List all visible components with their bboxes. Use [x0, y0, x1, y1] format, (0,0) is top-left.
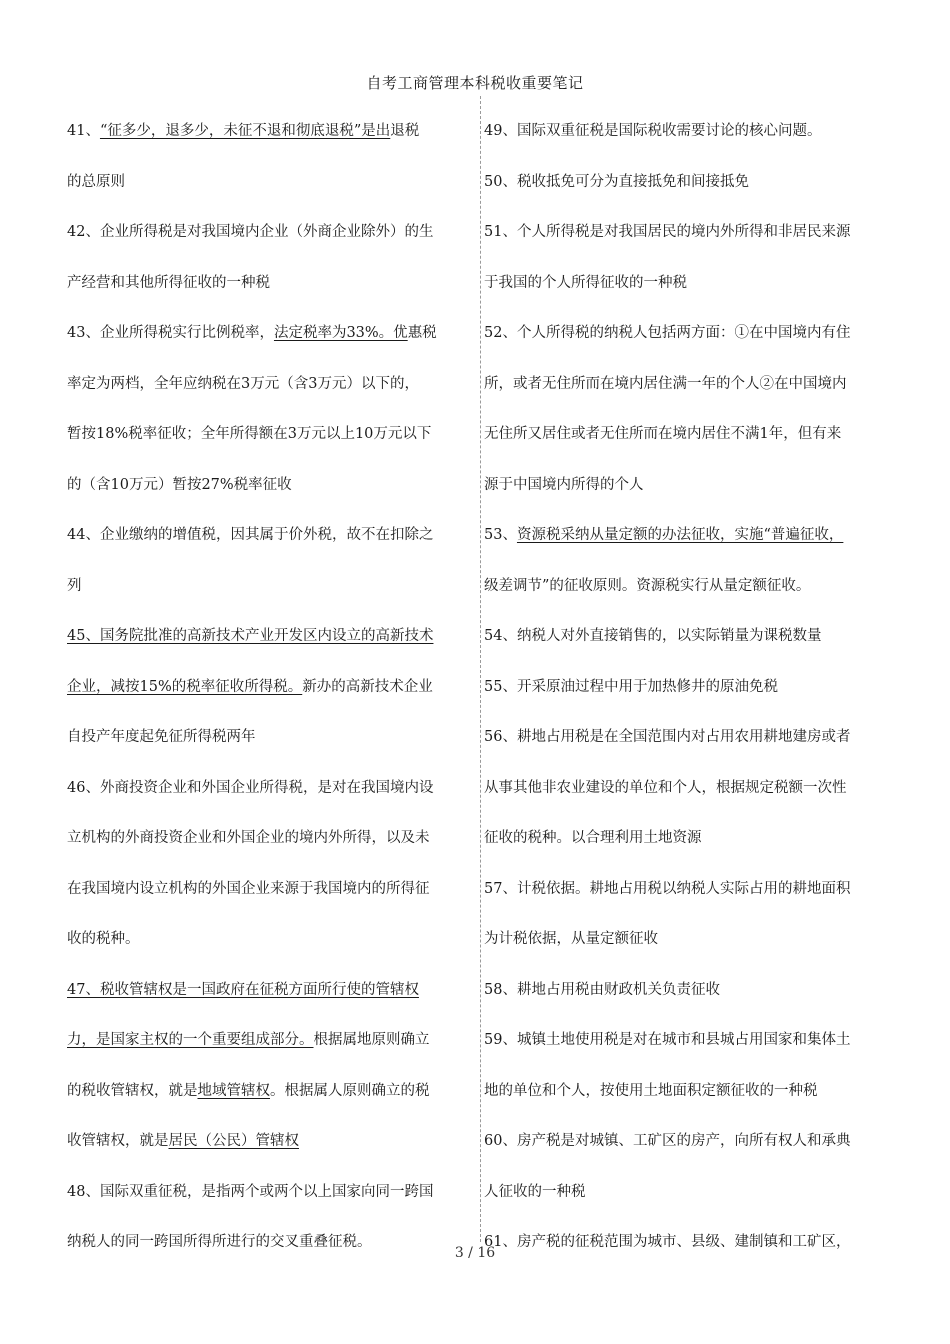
text-line — [484, 258, 892, 309]
text-segment: 的税收管辖权，就是 — [67, 1082, 198, 1099]
text-line — [67, 864, 477, 915]
text-line — [67, 106, 477, 157]
underlined-text: 企业，减按15%的税率征收所得税。 — [67, 678, 303, 695]
text-segment: 征收的税种。以合理利用土地资源 — [484, 830, 702, 846]
text-line — [484, 813, 892, 864]
text-segment: 新办的高新技术企业 — [302, 678, 433, 695]
text-segment: 产经营和其他所得征收的一种税 — [67, 274, 270, 291]
text-line — [484, 914, 892, 965]
text-line — [484, 763, 892, 814]
text-segment: 于我国的个人所得征收的一种税 — [484, 274, 687, 291]
text-segment: 41、 — [67, 123, 100, 139]
text-segment: 在我国境内设立机构的外国企业来源于我国境内的所得征 — [67, 880, 430, 897]
text-line — [484, 965, 892, 1016]
text-line — [67, 1116, 477, 1167]
column-divider — [480, 96, 481, 1242]
text-segment: 立机构的外商投资企业和外国企业的境内外所得，以及未 — [67, 830, 430, 846]
text-segment: 退税 — [390, 123, 420, 139]
text-line — [67, 763, 477, 814]
text-segment: 收的税种。 — [67, 931, 140, 947]
text-segment: 为计税依据，从量定额征收 — [484, 931, 658, 947]
underlined-text: 力，是国家主权的一个重要组成部分。 — [67, 1032, 314, 1048]
underlined-text: 47、税收管辖权是一国政府在征税方面所行使的管辖权 — [67, 981, 419, 998]
underlined-text: 地域管辖权 — [197, 1082, 270, 1099]
text-line — [484, 308, 892, 359]
text-segment: 的（含10万元）暂按27%税率征收 — [67, 476, 292, 493]
text-line — [67, 460, 477, 511]
text-line — [484, 409, 892, 460]
text-segment: 从事其他非农业建设的单位和个人，根据规定税额一次性 — [484, 779, 847, 796]
text-line — [484, 359, 892, 410]
text-segment: 43、企业所得税实行比例税率， — [67, 325, 274, 341]
text-segment: 49、国际双重征税是国际税收需要讨论的核心问题。 — [484, 123, 822, 139]
text-line — [484, 1066, 892, 1117]
text-line — [67, 1066, 477, 1117]
text-line — [484, 207, 892, 258]
text-line — [484, 662, 892, 713]
text-line — [484, 510, 892, 561]
underlined-text: 资源税采纳从量定额的办法征收，实施“普遍征收， — [516, 527, 844, 543]
text-segment: 57、计税依据。耕地占用税以纳税人实际占用的耕地面积 — [484, 880, 851, 897]
text-segment: 无住所又居住或者无住所而在境内居住不满1年，但有来 — [484, 426, 842, 442]
text-segment: 56、耕地占用税是在全国范围内对占用农用耕地建房或者 — [484, 729, 851, 745]
text-segment: 纳税人的同一跨国所得所进行的交叉重叠征税。 — [67, 1234, 372, 1250]
text-segment: 级差调节”的征收原则。资源税实行从量定额征收。 — [484, 577, 811, 594]
text-segment: 率定为两档，全年应纳税在3万元（含3万元）以下的， — [67, 375, 419, 392]
text-segment: 61、房产税的征税范围为城市、县级、建制镇和工矿区， — [484, 1234, 851, 1250]
text-segment: 的总原则 — [67, 173, 125, 190]
underlined-text: 45、国务院批准的高新技术产业开发区内设立的高新技术 — [67, 628, 434, 644]
text-segment: 46、外商投资企业和外国企业所得税，是对在我国境内设 — [67, 779, 434, 796]
text-line — [67, 409, 477, 460]
text-line — [484, 1167, 892, 1218]
text-line — [67, 914, 477, 965]
text-segment: 50、税收抵免可分为直接抵免和间接抵免 — [484, 173, 749, 190]
text-line — [484, 712, 892, 763]
text-line — [67, 813, 477, 864]
text-line — [67, 712, 477, 763]
text-line — [67, 157, 477, 208]
text-line — [67, 662, 477, 713]
text-segment: 60、房产税是对城镇、工矿区的房产，向所有权人和承典 — [484, 1133, 851, 1149]
text-segment: 根据属地原则确立 — [313, 1032, 430, 1048]
text-segment: 源于中国境内所得的个人 — [484, 476, 644, 493]
text-segment: 54、纳税人对外直接销售的，以实际销量为课税数量 — [484, 628, 822, 644]
text-segment: 58、耕地占用税由财政机关负责征收 — [484, 981, 720, 998]
text-segment: 惠税 — [407, 325, 437, 341]
underlined-text: 居民（公民）管辖权 — [168, 1133, 299, 1149]
text-segment: 48、国际双重征税，是指两个或两个以上国家向同一跨国 — [67, 1183, 434, 1200]
page-number: 3 / 16 — [454, 1245, 496, 1261]
text-segment: 人征收的一种税 — [484, 1183, 586, 1200]
text-line — [484, 1015, 892, 1066]
text-line — [67, 510, 477, 561]
text-line — [484, 864, 892, 915]
text-line — [484, 106, 892, 157]
text-line — [484, 1116, 892, 1167]
text-segment: 55、开采原油过程中用于加热修井的原油免税 — [484, 678, 778, 695]
text-line — [67, 965, 477, 1016]
text-segment: 52、个人所得税的纳税人包括两方面：①在中国境内有住 — [484, 325, 851, 341]
text-line — [484, 157, 892, 208]
text-line — [67, 611, 477, 662]
text-line — [67, 1167, 477, 1218]
text-line — [67, 308, 477, 359]
text-line — [484, 611, 892, 662]
text-line — [484, 561, 892, 612]
text-segment: 53、 — [484, 527, 517, 543]
text-segment: 暂按18%税率征收；全年所得额在3万元以上10万元以下 — [67, 426, 432, 442]
text-segment: 59、城镇土地使用税是对在城市和县城占用国家和集体土 — [484, 1032, 851, 1048]
text-segment: 所，或者无住所而在境内居住满一年的个人②在中国境内 — [484, 375, 847, 392]
underlined-text: 法定税率为33%。优 — [273, 325, 408, 341]
document-title: 自考工商管理本科税收重要笔记 — [366, 74, 584, 92]
text-line — [67, 258, 477, 309]
text-line — [484, 460, 892, 511]
text-segment: 自投产年度起免征所得税两年 — [67, 729, 256, 745]
text-segment: 44、企业缴纳的增值税，因其属于价外税，故不在扣除之 — [67, 527, 434, 543]
text-segment: 地的单位和个人，按使用土地面积定额征收的一种税 — [484, 1082, 818, 1099]
text-line — [67, 1015, 477, 1066]
text-segment: 42、企业所得税是对我国境内企业（外商企业除外）的生 — [67, 224, 434, 240]
text-line — [67, 207, 477, 258]
text-segment: 收管辖权，就是 — [67, 1133, 169, 1149]
text-segment: 。根据属人原则确立的税 — [270, 1082, 430, 1099]
underlined-text: “征多少，退多少，未征不退和彻底退税”是出 — [99, 123, 391, 139]
text-line — [67, 561, 477, 612]
text-segment: 51、个人所得税是对我国居民的境内外所得和非居民来源 — [484, 224, 851, 240]
left-column — [67, 106, 477, 1268]
right-column — [484, 106, 892, 1268]
text-line — [67, 359, 477, 410]
text-segment: 列 — [67, 577, 82, 594]
